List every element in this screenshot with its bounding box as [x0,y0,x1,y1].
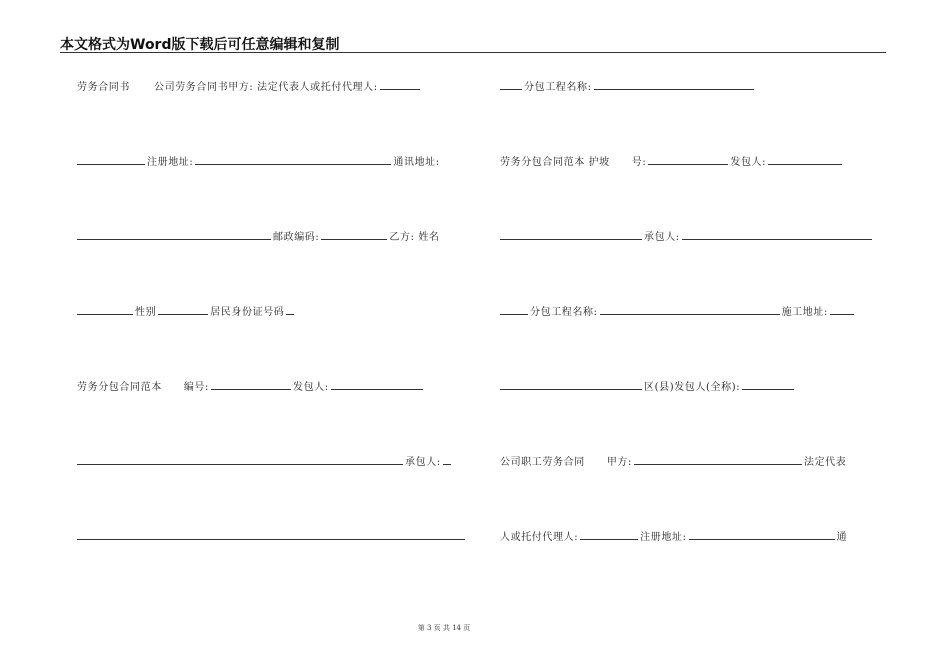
fill-blank [158,305,208,315]
doc-text: 劳务分包合同范本 [77,382,162,393]
left-line-4 [77,305,296,319]
fill-blank [77,230,271,240]
doc-text: 号: [631,157,647,168]
doc-text: 编号: [183,382,209,393]
fill-blank [500,305,528,315]
fill-blank [443,455,451,465]
fill-blank [500,380,642,390]
doc-text: 分包工程名称: [524,82,592,93]
left-line-3 [77,230,440,244]
fill-blank [500,230,642,240]
fill-blank [500,80,522,90]
fill-blank [77,530,465,540]
left-line-6 [77,455,453,469]
right-line-3 [500,230,874,244]
fill-blank [689,530,835,540]
doc-text: 人或托付代理人: [500,532,579,543]
right-line-2 [500,155,844,169]
doc-text: 施工地址: [781,307,828,318]
fill-blank [77,455,403,465]
fill-blank [594,80,754,90]
doc-text: 邮政编码: [273,232,320,243]
doc-text: 注册地址: [640,532,687,543]
right-line-6 [500,455,846,469]
doc-text: 发包人: [292,382,329,393]
left-line-1 [77,80,422,94]
fill-blank [77,155,145,165]
doc-text: 乙方: 姓名 [389,232,440,243]
doc-text: 发包人: [730,157,767,168]
right-line-1 [500,80,756,94]
doc-text: 公司职工劳务合同 [500,457,585,468]
fill-blank [742,380,794,390]
doc-text: 区(县)发包人(全称): [644,382,741,393]
fill-blank [682,230,872,240]
left-line-5 [77,380,425,394]
page-header-title: 本文格式为Word版下载后可任意编辑和复制 [60,37,340,53]
doc-text: 法定代表 [803,457,847,468]
doc-text: 通讯地址: [393,157,440,168]
page-number: 第 3 页 共 14 页 [417,624,471,632]
doc-text: 承包人: [405,457,441,468]
doc-text: 性别 [135,307,157,318]
right-line-7 [500,530,847,544]
fill-blank [211,380,291,390]
fill-blank [580,530,638,540]
doc-text: 通 [836,532,848,543]
fill-blank [830,305,854,315]
fill-blank [380,80,420,90]
fill-blank [768,155,842,165]
fill-blank [321,230,387,240]
doc-text: 劳务分包合同范本 护坡 [500,157,610,168]
right-line-4 [500,305,856,319]
fill-blank [634,455,802,465]
doc-text: 注册地址: [147,157,194,168]
left-line-2 [77,155,440,169]
header-divider [60,52,886,53]
doc-text: 劳务合同书 [77,82,130,93]
left-line-7 [77,530,467,544]
doc-text: 分包工程名称: [530,307,598,318]
fill-blank [77,305,133,315]
fill-blank [331,380,423,390]
doc-text: 公司劳务合同书甲方: 法定代表人或托付代理人: [154,82,378,93]
fill-blank [286,305,294,315]
doc-text: 甲方: [606,457,632,468]
fill-blank [648,155,728,165]
right-line-5 [500,380,796,394]
doc-text: 居民身份证号码 [210,307,285,318]
doc-text: 承包人: [644,232,680,243]
fill-blank [600,305,780,315]
fill-blank [195,155,391,165]
